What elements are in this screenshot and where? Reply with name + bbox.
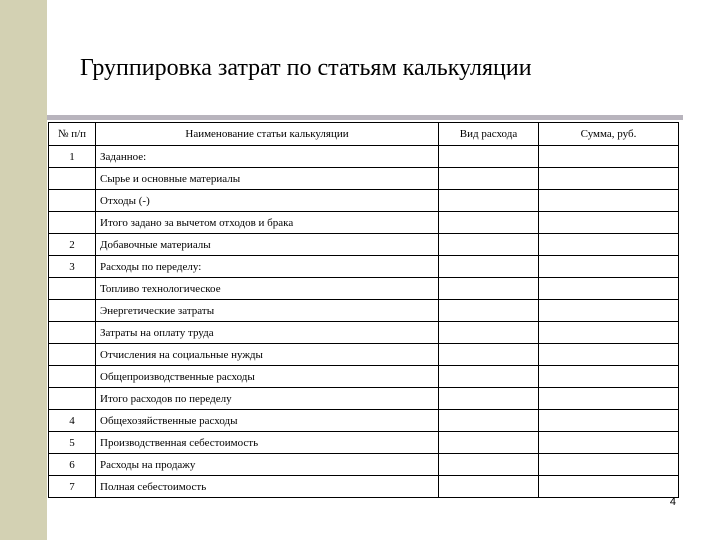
row-expense-type [439, 300, 539, 322]
row-sum [539, 234, 679, 256]
left-decor-bar [0, 0, 47, 540]
table-row [49, 476, 679, 498]
row-item-name: Топливо технологическое [96, 278, 439, 300]
row-number: 1 [49, 146, 96, 168]
row-expense-type [439, 388, 539, 410]
row-expense-type [439, 410, 539, 432]
row-item-name: Сырье и основные материалы [96, 168, 439, 190]
row-item-name: Энергетические затраты [96, 300, 439, 322]
table-row [49, 410, 679, 432]
row-expense-type [439, 322, 539, 344]
row-sum [539, 344, 679, 366]
row-sum [539, 432, 679, 454]
row-sum [539, 168, 679, 190]
row-item-name: Итого задано за вычетом отходов и брака [96, 212, 439, 234]
row-item-name: Расходы на продажу [96, 454, 439, 476]
row-expense-type [439, 278, 539, 300]
table-row [49, 212, 679, 234]
table-row [49, 234, 679, 256]
table-row [49, 300, 679, 322]
row-number: 3 [49, 256, 96, 278]
row-item-name: Отчисления на социальные нужды [96, 344, 439, 366]
row-expense-type [439, 146, 539, 168]
row-item-name: Общехозяйственные расходы [96, 410, 439, 432]
row-item-name: Отходы (-) [96, 190, 439, 212]
slide-title: Группировка затрат по статьям калькуляции [80, 55, 532, 81]
row-item-name: Итого расходов по переделу [96, 388, 439, 410]
row-number [49, 190, 96, 212]
header-name: Наименование статьи калькуляции [96, 123, 439, 146]
header-num: № п/п [49, 123, 96, 146]
row-sum [539, 190, 679, 212]
row-expense-type [439, 432, 539, 454]
row-sum [539, 388, 679, 410]
row-number: 5 [49, 432, 96, 454]
table-row [49, 366, 679, 388]
row-item-name: Полная себестоимость [96, 476, 439, 498]
row-sum [539, 476, 679, 498]
table-row [49, 190, 679, 212]
table-header-row [49, 123, 679, 146]
table-row [49, 344, 679, 366]
row-number: 2 [49, 234, 96, 256]
row-number [49, 388, 96, 410]
row-sum [539, 256, 679, 278]
page-number: 4 [669, 496, 676, 508]
table-row [49, 256, 679, 278]
row-expense-type [439, 344, 539, 366]
table-row [49, 168, 679, 190]
row-expense-type [439, 366, 539, 388]
table-row [49, 388, 679, 410]
row-expense-type [439, 256, 539, 278]
table-row [49, 278, 679, 300]
title-rule [47, 115, 683, 120]
header-type: Вид расхода [439, 123, 539, 146]
row-sum [539, 322, 679, 344]
header-sum: Сумма, руб. [539, 123, 679, 146]
row-sum [539, 410, 679, 432]
row-sum [539, 212, 679, 234]
row-number: 6 [49, 454, 96, 476]
row-item-name: Добавочные материалы [96, 234, 439, 256]
row-expense-type [439, 212, 539, 234]
row-number [49, 212, 96, 234]
row-number [49, 278, 96, 300]
row-expense-type [439, 476, 539, 498]
row-number: 4 [49, 410, 96, 432]
row-expense-type [439, 234, 539, 256]
cost-table [48, 122, 679, 498]
row-number [49, 322, 96, 344]
row-number [49, 344, 96, 366]
row-number [49, 300, 96, 322]
row-number [49, 168, 96, 190]
row-item-name: Затраты на оплату труда [96, 322, 439, 344]
row-item-name: Заданное: [96, 146, 439, 168]
row-expense-type [439, 168, 539, 190]
row-number [49, 366, 96, 388]
row-sum [539, 366, 679, 388]
row-sum [539, 146, 679, 168]
table-row [49, 454, 679, 476]
row-sum [539, 278, 679, 300]
row-item-name: Расходы по переделу: [96, 256, 439, 278]
row-number: 7 [49, 476, 96, 498]
row-sum [539, 300, 679, 322]
row-sum [539, 454, 679, 476]
table-row [49, 432, 679, 454]
table-row [49, 322, 679, 344]
row-item-name: Производственная себестоимость [96, 432, 439, 454]
row-expense-type [439, 190, 539, 212]
table-row [49, 146, 679, 168]
row-item-name: Общепроизводственные расходы [96, 366, 439, 388]
row-expense-type [439, 454, 539, 476]
